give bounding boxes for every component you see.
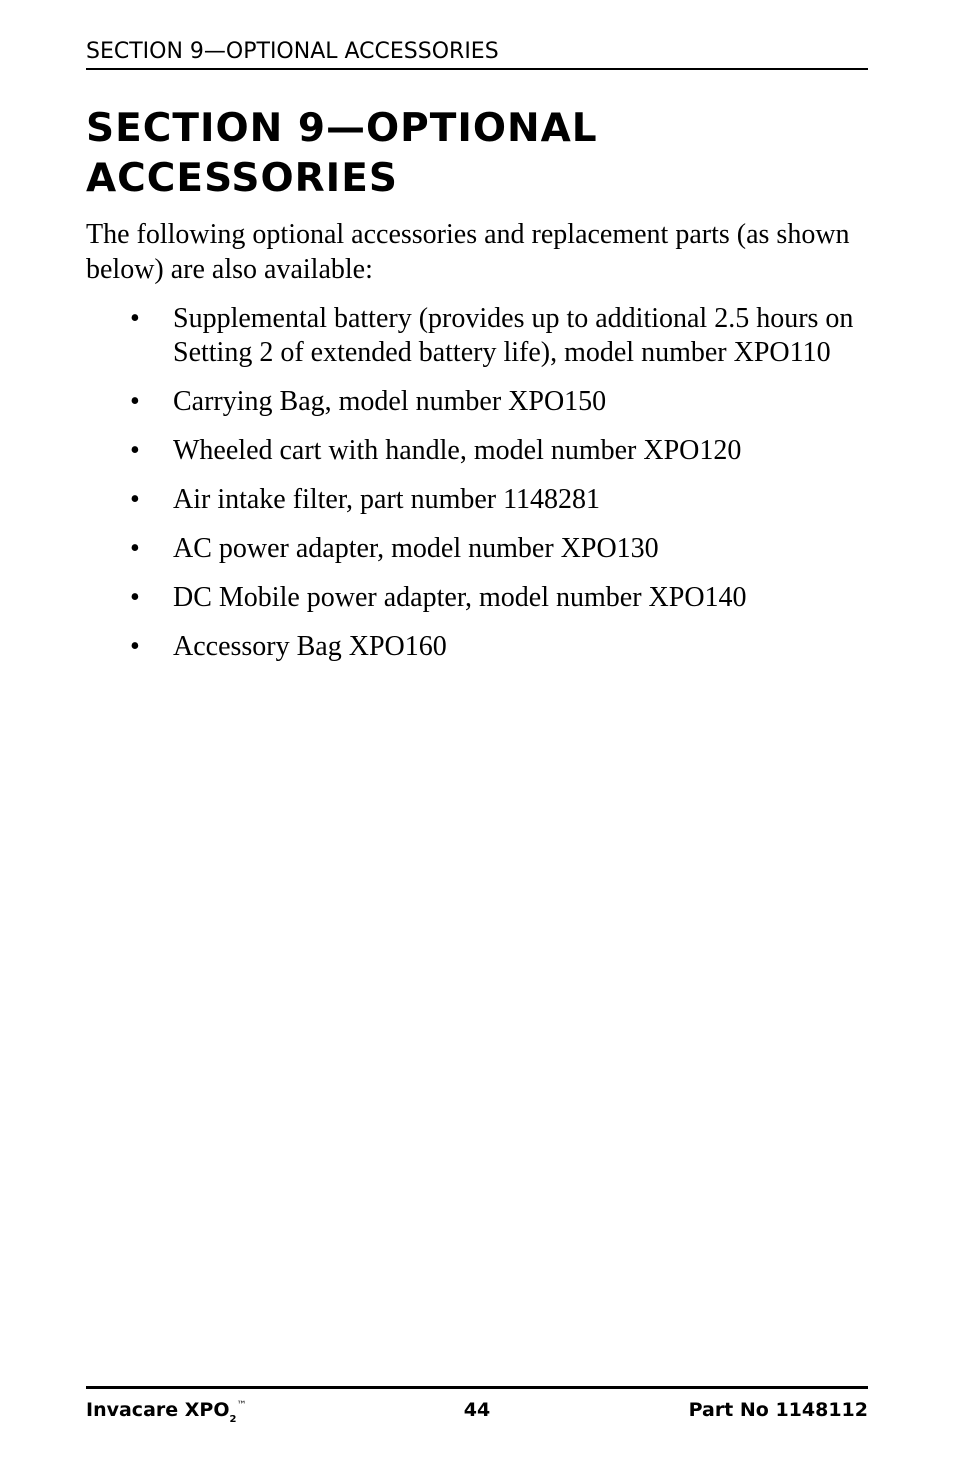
page-footer bbox=[86, 1386, 868, 1429]
bullet-icon: • bbox=[130, 386, 140, 417]
bullet-icon: • bbox=[130, 303, 140, 334]
bullet-icon: • bbox=[130, 582, 140, 613]
footer-page-number: 44 bbox=[463, 1399, 491, 1421]
bullet-icon: • bbox=[130, 631, 140, 662]
page-title-line-2: ACCESSORIES bbox=[86, 156, 398, 201]
list-item bbox=[130, 581, 868, 615]
list-item-text: AC power adapter, model number XPO130 bbox=[173, 533, 659, 564]
running-header-title: SECTION 9—OPTIONAL ACCESSORIES bbox=[86, 39, 499, 64]
accessory-list bbox=[130, 302, 868, 679]
product-name-text: Invacare XPO bbox=[86, 1399, 230, 1421]
list-item bbox=[130, 434, 868, 468]
footer-part-number: Part No 1148112 bbox=[688, 1399, 868, 1421]
bullet-icon: • bbox=[130, 484, 140, 515]
list-item-text: Accessory Bag XPO160 bbox=[173, 631, 447, 662]
list-item bbox=[130, 532, 868, 566]
list-item bbox=[130, 483, 868, 517]
running-header bbox=[86, 36, 868, 70]
list-item-text: Air intake filter, part number 1148281 bbox=[173, 484, 601, 515]
intro-paragraph: The following optional accessories and replacement parts (as shown below) are also available: bbox=[86, 219, 850, 285]
list-item bbox=[130, 302, 868, 370]
page-title-line-1: SECTION 9—OPTIONAL bbox=[86, 106, 598, 151]
page-title bbox=[86, 104, 868, 204]
list-item bbox=[130, 630, 868, 664]
list-item-text: DC Mobile power adapter, model number XPO140 bbox=[173, 582, 747, 613]
trademark-symbol: ™ bbox=[236, 1400, 247, 1411]
list-item-text: Supplemental battery (provides up to additional 2.5 hours on Setting 2 of extended battery life), model number XPO110 bbox=[173, 303, 854, 368]
bullet-icon: • bbox=[130, 533, 140, 564]
product-subscript: 2 bbox=[229, 1414, 237, 1425]
list-item bbox=[130, 385, 868, 419]
bullet-icon: • bbox=[130, 435, 140, 466]
list-item-text: Carrying Bag, model number XPO150 bbox=[173, 386, 607, 417]
list-item-text: Wheeled cart with handle, model number XPO120 bbox=[173, 435, 742, 466]
